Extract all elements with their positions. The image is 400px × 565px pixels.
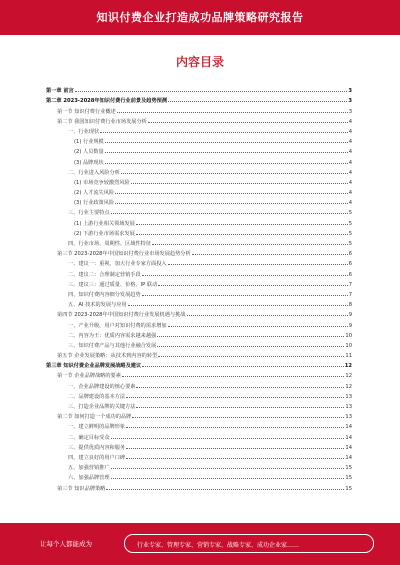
toc-entry-page: 7 [348,281,352,288]
toc-leader-dots [126,458,344,459]
toc-entry[interactable] [46,329,352,339]
toc-entry[interactable] [46,267,352,277]
toc-leader-dots [105,163,348,164]
toc-entry-label: 四、行业市场、周期性、区域性特征 [68,241,152,247]
toc-entry-label: (3) 品牌现状 [74,159,104,166]
toc-entry-page: 13 [345,414,352,421]
toc-leader-dots [105,142,348,143]
toc-entry[interactable] [46,227,352,237]
toc-entry-page: 4 [348,169,352,176]
toc-leader-dots [187,315,348,316]
toc-entry[interactable] [46,247,352,257]
toc-entry-label: 第二章 2023-2028年知识付费行业前景及趋势预测 [46,98,168,105]
toc-entry[interactable] [46,145,352,155]
toc-entry-page: 3 [348,108,352,115]
toc-leader-dots [152,244,348,245]
toc-entry-label: (2) 下游行业市场需求发展 [74,230,135,237]
toc-leader-dots [136,387,344,388]
toc-entry-page: 3 [348,98,352,105]
toc-leader-dots [126,448,344,449]
toc-entry-label: 一、建立鲜明的品牌形象 [68,424,126,431]
toc-entry-label: 第四节 2023-2028年中国知识付费行业发展机遇与挑战 [57,312,186,319]
toc-entry[interactable] [46,84,352,94]
toc-entry-page: 4 [348,139,352,146]
toc-entry[interactable] [46,125,352,135]
toc-leader-dots [142,295,348,296]
toc-entry-page: 15 [345,465,352,472]
toc-leader-dots [128,305,348,306]
toc-leader-dots [148,122,348,123]
toc-entry-page: 9 [348,312,352,319]
toc-leader-dots [115,203,348,204]
toc-entry-label: 第五节 企业发展策略：从技术到内容的转型 [57,353,158,360]
toc-entry-label: 二、内容为王：优质内容需求越来越强 [68,332,157,339]
toc-entry[interactable] [46,461,352,471]
toc-entry-page: 12 [345,383,352,390]
toc-entry-page: 14 [345,434,352,441]
toc-entry-label: (1) 行业规模 [74,139,104,146]
toc-entry-label: 四、建立良好的用户口碑 [68,454,126,461]
toc-entry[interactable] [46,288,352,298]
toc-entry[interactable] [46,196,352,206]
toc-entry-label: 第一章 前言 [46,88,74,95]
toc-entry[interactable] [46,379,352,389]
toc-leader-dots [126,397,344,398]
toc-entry-label: 一、建议一：重视、加大行业专家方面投入 [68,261,167,268]
toc-entry-page: 14 [345,424,352,431]
toc-entry-label: 五、加强营销推广 [68,465,110,472]
toc-entry-page: 11 [345,353,352,360]
toc-entry[interactable] [46,115,352,125]
toc-entry-page: 5 [348,210,352,217]
toc-entry[interactable] [46,441,352,451]
toc-entry[interactable] [46,430,352,440]
toc-entry-label: 第三节 知识品牌策略 [57,485,106,492]
toc-leader-dots [121,173,348,174]
toc-entry[interactable] [46,278,352,288]
toc-entry[interactable] [46,390,352,400]
toc-entry-page: 8 [348,302,352,309]
toc-entry[interactable] [46,155,352,165]
toc-entry[interactable] [46,298,352,308]
toc-entry-page: 12 [345,373,352,380]
toc-leader-dots [168,101,347,102]
footer-banner [0,523,400,565]
toc-entry[interactable] [46,135,352,145]
toc-entry-page: 4 [348,149,352,156]
toc-entry-page: 9 [348,322,352,329]
toc-entry-page: 6 [348,251,352,258]
header-banner [0,0,400,35]
toc-entry-page: 4 [348,179,352,186]
toc-leader-dots [111,468,345,469]
toc-entry-label: 六、加强品牌管理 [68,475,110,482]
toc-entry[interactable] [46,206,352,216]
toc-entry-label: (2) 人员数量 [74,149,104,156]
toc-entry-label: 第一节 企业品牌战略的要素 [57,373,121,380]
footer-roles: 行业专家、管理专家、营销专家、战略专家、成功企业家…… [137,542,300,549]
toc-entry-page: 5 [348,220,352,227]
toc-entry-page: 7 [348,291,352,298]
toc-entry-page: 6 [348,261,352,268]
toc-entry-label: 一、产业升级，用户对知识付费的需求增加 [68,322,167,329]
toc-entry-label: (2) 人才流失风险 [74,190,115,197]
toc-entry-label: 五、AI 技术的发展与应用 [68,302,127,309]
toc-entry-page: 4 [348,128,352,135]
toc-entry-label: 二、建议二：合理制定营销手段 [68,271,141,278]
toc-entry-page: 4 [348,190,352,197]
toc-entry-label: (3) 行业政策风险 [74,200,115,207]
toc-leader-dots [105,152,348,153]
toc-entry[interactable] [46,186,352,196]
toc-leader-dots [131,183,348,184]
toc-entry-label: 二、品牌建设的基本方法 [68,393,126,400]
toc-entry[interactable] [46,216,352,226]
toc-leader-dots [75,91,348,92]
toc-entry[interactable] [46,410,352,420]
toc-entry-page: 15 [345,475,352,482]
toc-leader-dots [168,264,348,265]
toc-entry-label: 一、企业品牌建设的核心要素 [68,383,136,390]
toc-entry[interactable] [46,349,352,359]
toc-entry[interactable] [46,166,352,176]
toc-leader-dots [168,326,348,327]
toc-entry-page: 14 [345,454,352,461]
toc-leader-dots [100,132,348,133]
toc-leader-dots [122,376,344,377]
toc-entry-label: 三、打造企业品牌的关键方法 [68,404,136,410]
toc-entry[interactable] [46,420,352,430]
toc-entry[interactable] [46,369,352,379]
toc-leader-dots [157,346,344,347]
toc-heading: 内容目录 [175,55,224,69]
toc-leader-dots [106,489,344,490]
toc-entry-page: 4 [348,200,352,207]
toc-entry-label: 二、确定目标受众 [68,434,110,441]
toc-entry[interactable] [46,104,352,114]
toc-leader-dots [136,407,344,408]
toc-leader-dots [158,285,347,286]
toc-leader-dots [142,366,344,367]
toc-entry-label: 二、行业进入风险分析 [68,169,120,176]
toc-entry-label: 第三节 2023-2028年中国知识付费行业市场发展趋势分析 [57,251,191,258]
toc-entry[interactable] [46,481,352,491]
toc-entry-label: 第一节 知识付费行业概述 [57,108,116,115]
toc-entry-label: (1) 市场竞争较激烈风险 [74,179,130,186]
toc-entry-page: 13 [345,404,352,410]
toc-entry[interactable] [46,237,352,247]
toc-entry-label: 三、建议三：通过质量、价格、IP 联动 [68,281,158,288]
footer-slogan: 让每个人都能成为 [40,540,92,548]
toc-entry-page: 5 [348,241,352,247]
toc-entry[interactable] [46,318,352,328]
toc-entry-label: 四、知识付费内容细分发展趋势 [68,291,141,298]
toc-entry-label: 三、知识付费产品与其他行业融合发展 [68,342,157,349]
toc-entry-page: 15 [345,485,352,492]
toc-entry-page: 14 [345,444,352,451]
toc-leader-dots [115,193,348,194]
toc-entry[interactable] [46,176,352,186]
table-of-contents [46,84,352,492]
report-title: 知识付费企业打造成功品牌策略研究报告 [96,11,304,24]
toc-entry-label: 一、行业现状 [68,128,100,135]
toc-entry-label: (1) 上游行业相关领域发展 [74,220,135,227]
footer-roles-box [124,534,374,553]
toc-entry-page: 4 [348,159,352,166]
toc-entry-label: 三、提供优质内容和服务 [68,444,126,451]
toc-entry[interactable] [46,451,352,461]
toc-leader-dots [126,427,344,428]
toc-entry-label: 第二节 如何打造一个成功的品牌 [57,414,132,421]
toc-leader-dots [142,275,348,276]
toc-leader-dots [111,478,345,479]
toc-entry[interactable] [46,471,352,481]
toc-entry-page: 3 [348,88,352,95]
toc-leader-dots [157,336,344,337]
toc-entry-page: 4 [348,118,352,125]
toc-entry-label: 三、行业主要特点 [68,210,110,217]
toc-leader-dots [117,112,348,113]
toc-leader-dots [136,224,348,225]
toc-entry[interactable] [46,400,352,410]
toc-entry-label: 第三章 知识付费企业品牌发展战略及建议 [46,363,142,370]
toc-leader-dots [132,417,344,418]
toc-leader-dots [136,234,348,235]
toc-entry-page: 13 [345,393,352,400]
toc-leader-dots [158,356,344,357]
toc-leader-dots [111,213,348,214]
toc-entry-page: 10 [345,342,352,349]
toc-entry[interactable] [46,339,352,349]
toc-entry-page: 5 [348,230,352,237]
toc-entry[interactable] [46,359,352,369]
toc-leader-dots [111,438,345,439]
toc-entry-label: 第二节 我国知识付费行业市场发展分析 [57,118,147,125]
toc-entry[interactable] [46,257,352,267]
toc-leader-dots [192,254,348,255]
toc-entry-page: 12 [344,363,352,370]
toc-entry-page: 6 [348,271,352,278]
toc-entry[interactable] [46,308,352,318]
toc-entry[interactable] [46,94,352,104]
toc-entry-page: 10 [345,332,352,339]
